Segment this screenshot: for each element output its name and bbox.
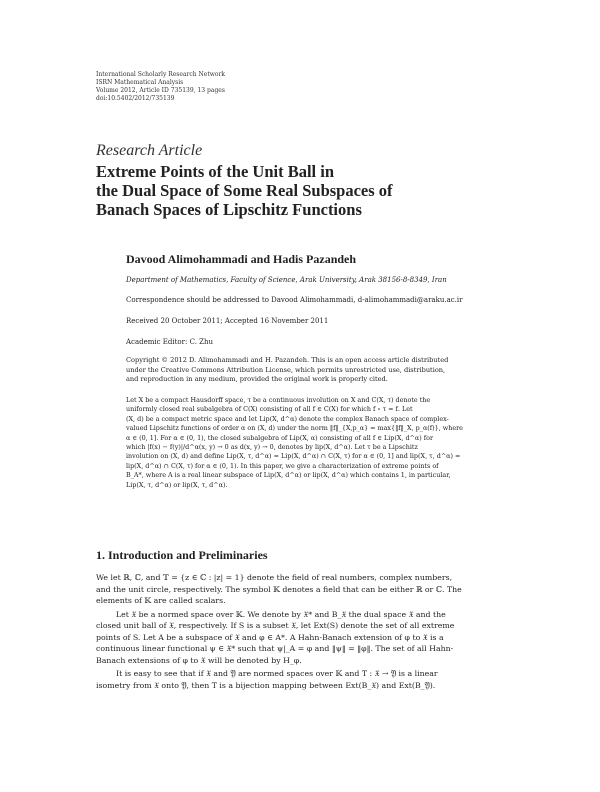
title-line: the Dual Space of Some Real Subspaces of xyxy=(96,181,393,200)
abstract-line: involution on (X, d) and define Lip(X, τ, d^α) = Lip(X, d^α) ∩ C(X, τ) for α ∈ (0, 1] and lip(X, τ, d^α) = xyxy=(126,452,461,461)
body-line: continuous linear functional ψ ∈ 𝔛* such that ψ|_A = φ and ‖ψ‖ = ‖φ‖. The set of all Hahn- xyxy=(96,644,454,653)
journal-volume: Volume 2012, Article ID 735139, 13 pages xyxy=(96,87,225,94)
body-line: We let ℝ, ℂ, and 𝕋 = {z ∈ ℂ : |z| = 1} denote the field of real numbers, complex numbers, xyxy=(96,573,453,582)
body-line: points of S. Let A be a subspace of 𝔛 and φ ∈ A*. A Hahn-Banach extension of φ to 𝔛 is a xyxy=(96,632,444,642)
journal-doi: doi:10.5402/2012/735139 xyxy=(96,95,175,102)
paper-title xyxy=(96,162,516,219)
abstract-line: Lip(X, τ, d^α) or lip(X, τ, d^α). xyxy=(126,480,228,489)
journal-subtitle: ISRN Mathematical Analysis xyxy=(96,79,184,86)
copyright-line: Copyright © 2012 D. Alimohammadi and H. Pazandeh. This is an open access article distributed xyxy=(126,356,449,364)
body-line: and the unit circle, respectively. The symbol 𝕂 denotes a field that can be either ℝ or ℂ. The xyxy=(96,584,462,594)
body-line: elements of 𝕂 are called scalars. xyxy=(96,596,226,605)
journal-name: International Scholarly Research Network xyxy=(96,71,225,78)
section-heading: 1. Introduction and Preliminaries xyxy=(96,548,268,562)
copyright-line: under the Creative Commons Attribution License, which permits unrestricted use, distribution, xyxy=(126,365,446,374)
body-line: It is easy to see that if 𝔛 and 𝔜 are normed spaces over 𝕂 and T : 𝔛 → 𝔜 is a linear xyxy=(116,669,438,678)
abstract-line: Let X be a compact Hausdorff space, τ be a continuous involution on X and C(X, τ) denote the xyxy=(126,396,431,404)
abstract-line: lip(X, d^α) ∩ C(X, τ) for α ∈ (0, 1). In this paper, we give a characterization of extreme points of xyxy=(126,461,439,470)
abstract-line: (X, d) be a compact metric space and let Lip(X, d^α) denote the complex Banach space of complex- xyxy=(126,414,449,423)
body-line: Banach extensions of φ to 𝔛 will be denoted by H_φ. xyxy=(96,655,302,665)
received-accepted-dates: Received 20 October 2011; Accepted 16 November 2011 xyxy=(126,317,329,325)
abstract-line: which |f(x) − f(y)|/d^α(x, y) → 0 as d(x, y) → 0, denotes by lip(X, d^α). Let τ be a Lipschitz xyxy=(126,443,418,452)
title-line: Banach Spaces of Lipschitz Functions xyxy=(96,200,362,219)
abstract xyxy=(126,396,504,490)
correspondence: Correspondence should be addressed to Davood Alimohammadi, d-alimohammadi@araku.ac.ir xyxy=(126,296,463,304)
body-line: isometry from 𝔛 onto 𝔜, then T is a bijection mapping between Ext(B_𝔛) and Ext(B_𝔜). xyxy=(96,680,436,690)
body-line: Let 𝔛 be a normed space over 𝕂. We denote by 𝔛* and B_𝔛 the dual space 𝔛 and the xyxy=(116,609,446,619)
title-line: Extreme Points of the Unit Ball in xyxy=(96,162,335,181)
copyright-notice xyxy=(126,356,504,385)
copyright-line: and reproduction in any medium, provided the original work is properly cited. xyxy=(126,375,388,384)
affiliation: Department of Mathematics, Faculty of Science, Arak University, Arak 38156-8-8349, Iran xyxy=(126,276,447,284)
academic-editor: Academic Editor: C. Zhu xyxy=(126,338,214,346)
journal-info xyxy=(96,71,356,103)
body-line: closed unit ball of 𝔛, respectively. If S is a subset 𝔛, let Ext(S) denote the set of all extreme xyxy=(96,621,455,630)
body-text xyxy=(96,572,506,691)
article-type: Research Article xyxy=(96,142,203,159)
abstract-line: α ∈ (0, 1]. For α ∈ (0, 1), the closed subalgebra of Lip(X, α) consisting of all f ∈ Lip(X, d^α) for xyxy=(126,433,434,442)
abstract-line: uniformly closed real subalgebra of C(X) consisting of all f ∈ C(X) for which f ∘ τ = f̄. Let xyxy=(126,405,413,414)
authors: Davood Alimohammadi and Hadis Pazandeh xyxy=(126,252,357,266)
abstract-line: valued Lipschitz functions of order α on (X, d) under the norm ‖f‖_{X,p_α} = max{‖f‖_X, p_α(f)}, where xyxy=(126,424,463,433)
abstract-line: B_A*, where A is a real linear subspace of Lip(X, d^α) or lip(X, d^α) which contains 1, in particular, xyxy=(126,471,451,480)
